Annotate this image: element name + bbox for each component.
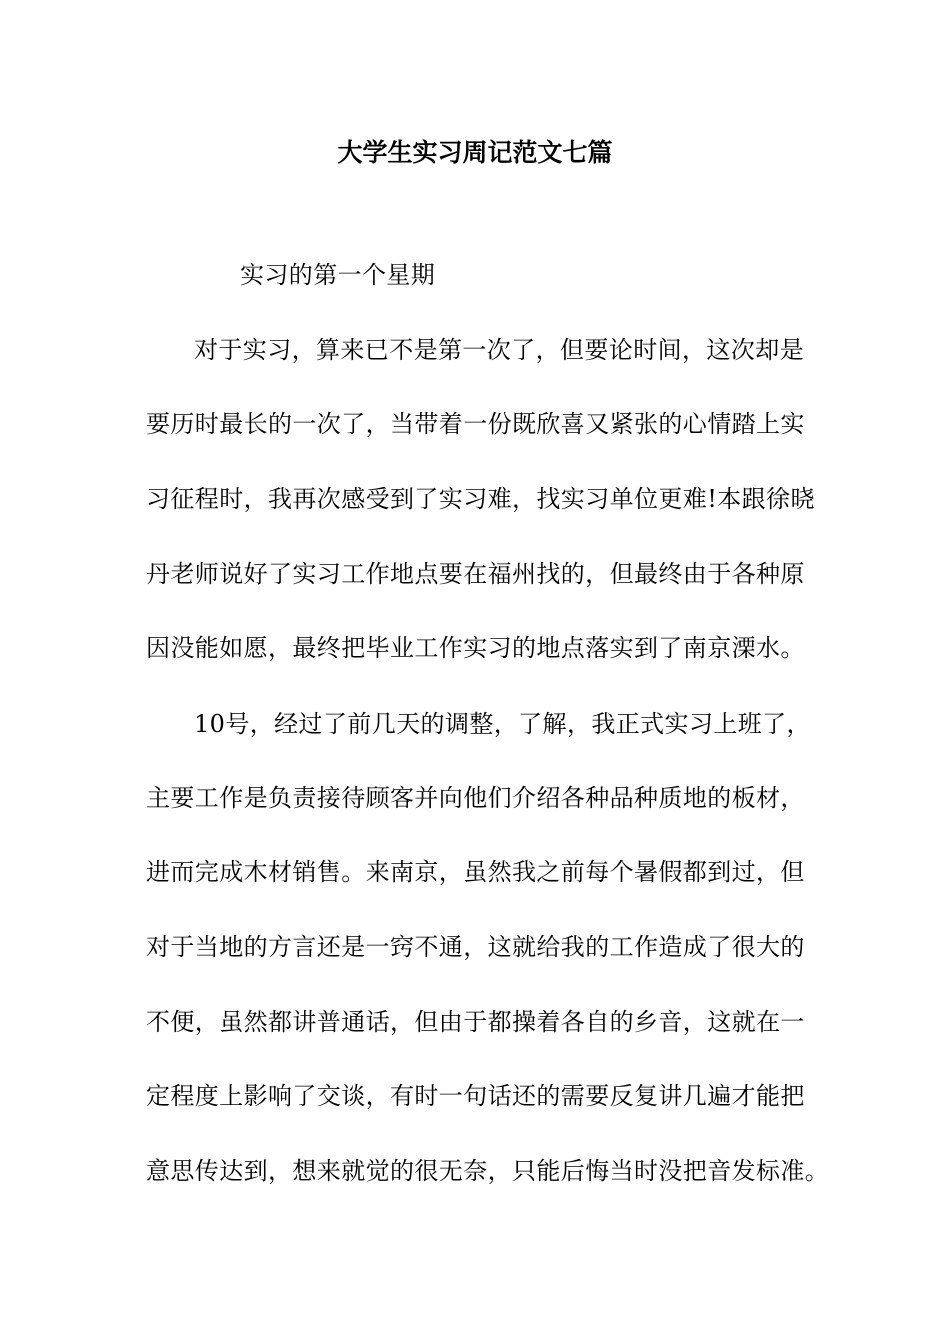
paragraph-line: 对于实习，算来已不是第一次了，但要论时间，这次却是 <box>194 336 804 364</box>
paragraph-line: 习征程时，我再次感受到了实习难，找实习单位更难!本跟徐晓 <box>146 485 815 513</box>
paragraph-line: 10号，经过了前几天的调整，了解，我正式实习上班了， <box>194 710 811 738</box>
paragraph-line: 不便，虽然都讲普通话，但由于都操着各自的乡音，这就在一 <box>146 1008 805 1036</box>
section-heading: 实习的第一个星期 <box>240 261 436 289</box>
paragraph-line: 进而完成木材销售。来南京，虽然我之前每个暑假都到过，但 <box>146 858 805 886</box>
paragraph-line: 因没能如愿，最终把毕业工作实习的地点落实到了南京溧水。 <box>146 634 805 662</box>
paragraph-line: 对于当地的方言还是一窍不通，这就给我的工作造成了很大的 <box>146 933 805 961</box>
paragraph-line: 意思传达到，想来就觉的很无奈，只能后悔当时没把音发标准。 <box>146 1157 830 1185</box>
paragraph-line: 丹老师说好了实习工作地点要在福州找的，但最终由于各种原 <box>146 560 805 588</box>
paragraph-line: 要历时最长的一次了，当带着一份既欣喜又紧张的心情踏上实 <box>146 410 805 438</box>
paragraph-line: 主要工作是负责接待顾客并向他们介绍各种品种质地的板材， <box>146 784 805 812</box>
document-title: 大学生实习周记范文七篇 <box>337 138 613 167</box>
paragraph-line: 定程度上影响了交谈，有时一句话还的需要反复讲几遍才能把 <box>146 1082 805 1110</box>
